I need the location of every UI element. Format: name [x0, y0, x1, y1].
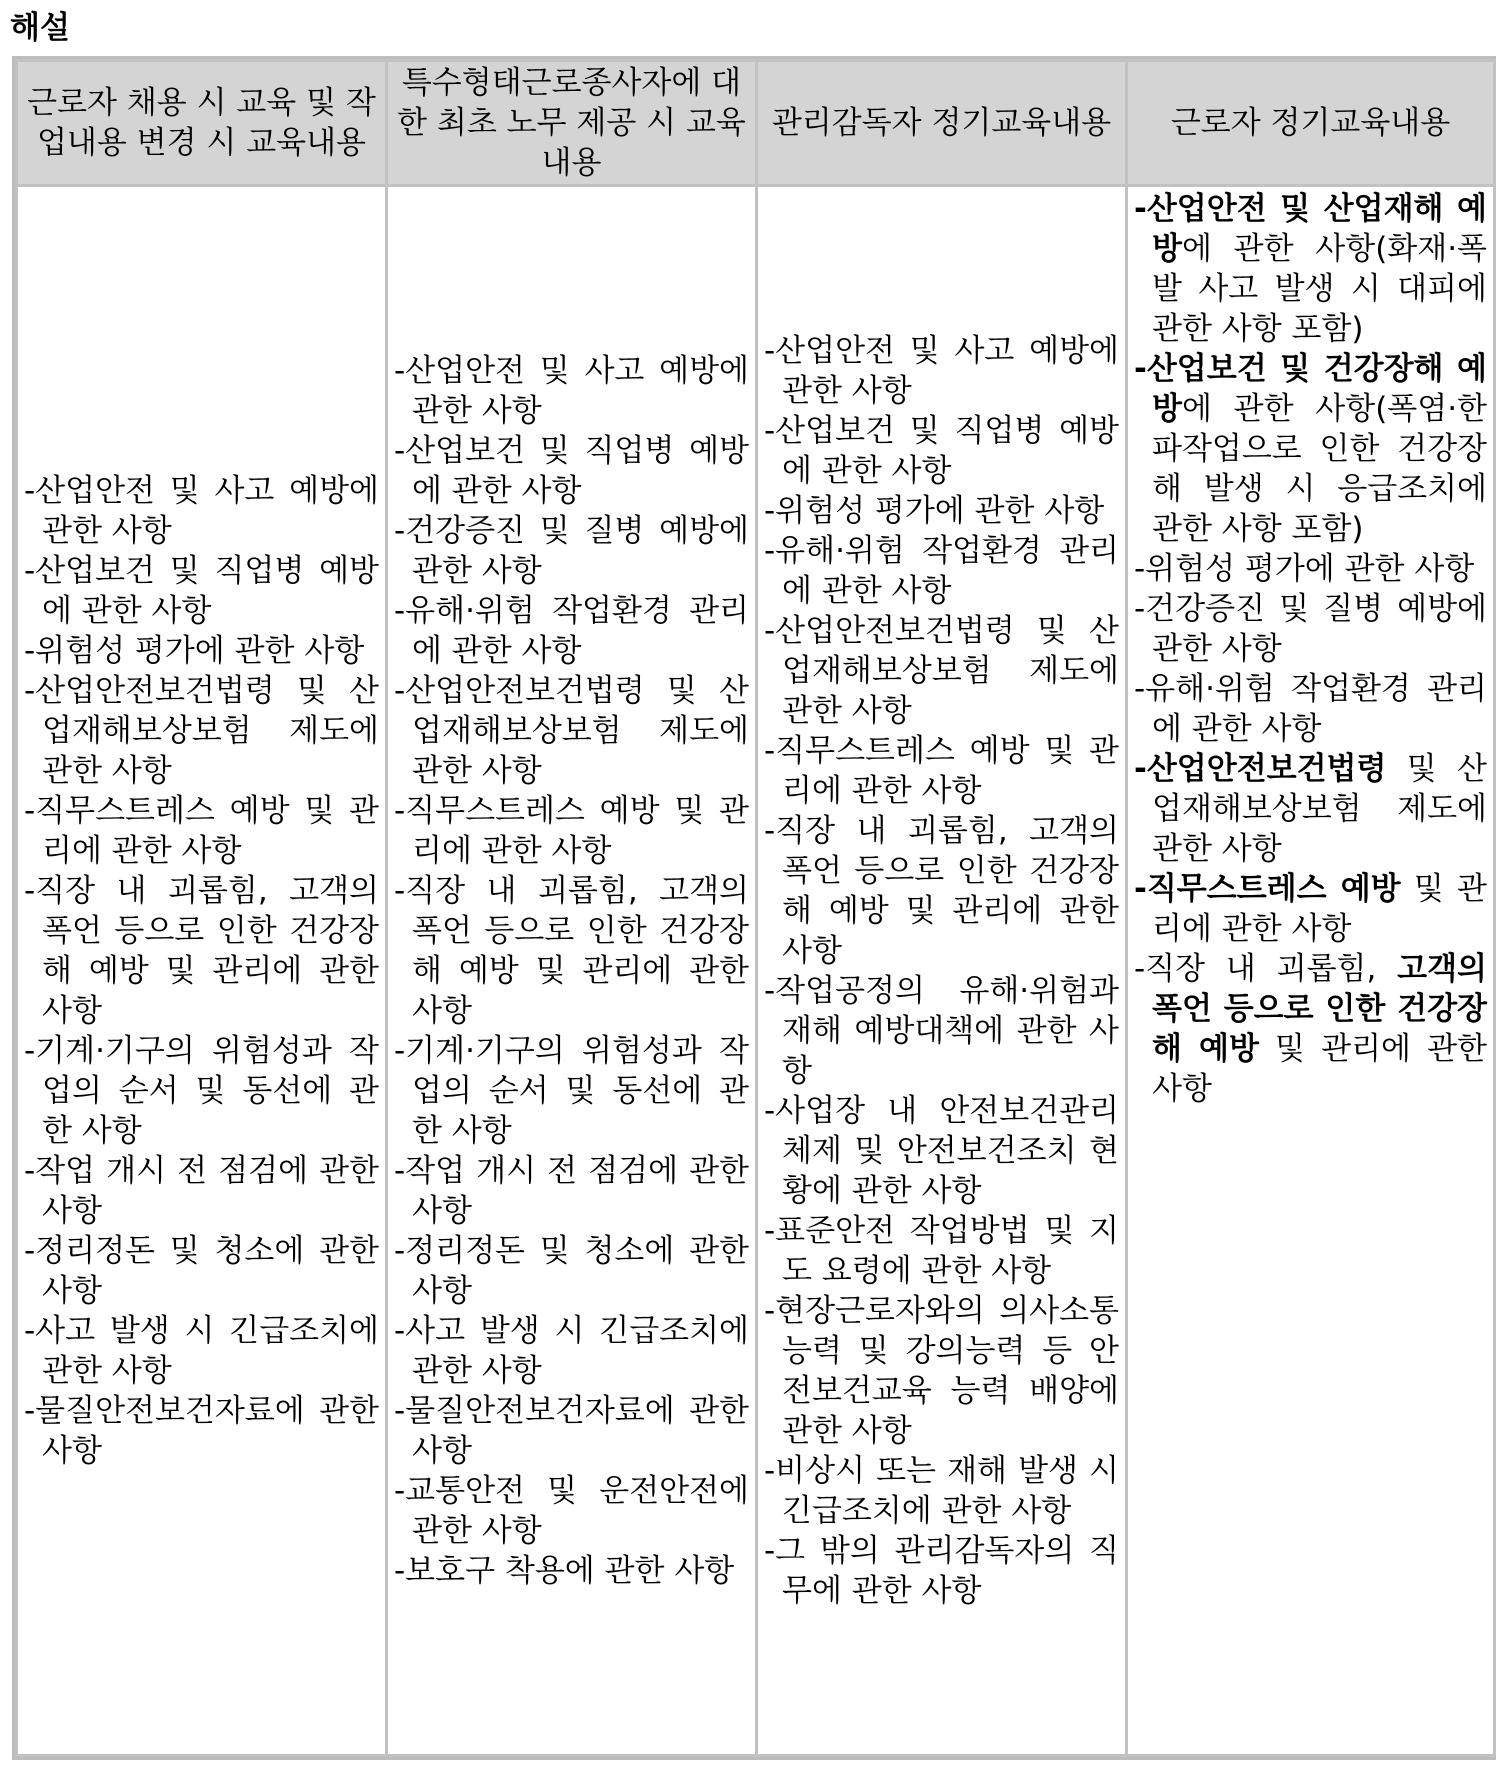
list-item: -직무스트레스 예방 및 관리에 관한 사항 [24, 792, 379, 869]
list-item: -직장 내 괴롭힘, 고객의 폭언 등으로 인한 건강장해 예방 및 관리에 관한 사항 [394, 872, 749, 1029]
header-special-worker-education: 특수형태근로종사자에 대한 최초 노무 제공 시 교육내용 [387, 61, 757, 186]
list-item: -산업보건 및 직업병 예방에 관한 사항 [764, 412, 1119, 489]
supervisor-education-list [757, 186, 1127, 1756]
list-item-text: 및 산업재해보상보험 제도에 관한 사항 [1152, 751, 1487, 867]
list-item: -기계·기구의 위험성과 작업의 순서 및 동선에 관한 사항 [24, 1032, 379, 1149]
list-item [1134, 549, 1487, 589]
education-content-table [15, 59, 1496, 1757]
list-item: -작업 개시 전 점검에 관한 사항 [394, 1152, 749, 1229]
special-worker-education-list [387, 186, 757, 1756]
list-item: -건강증진 및 질병 예방에 관한 사항 [394, 512, 749, 589]
list-item: -보호구 착용에 관한 사항 [394, 1552, 735, 1589]
list-item-emphasis: -산업안전 및 산업재해 예방 [1134, 191, 1487, 267]
list-item: -기계·기구의 위험성과 작업의 순서 및 동선에 관한 사항 [394, 1032, 749, 1149]
list-item: -현장근로자와의 의사소통능력 및 강의능력 등 안전보건교육 능력 배양에 관한 사항 [764, 1292, 1119, 1449]
list-item: -물질안전보건자료에 관한 사항 [24, 1392, 379, 1469]
list-item [1134, 349, 1487, 549]
list-item: -산업안전보건법령 및 산업재해보상보험 제도에 관한 사항 [394, 672, 749, 789]
worker-regular-education-list [1127, 186, 1495, 1756]
list-item-text: -유해·위험 작업환경 관리에 관한 사항 [1134, 671, 1487, 747]
list-item: -위험성 평가에 관한 사항 [764, 492, 1105, 529]
list-item: -작업 개시 전 점검에 관한 사항 [24, 1152, 379, 1229]
list-item: -표준안전 작업방법 및 지도 요령에 관한 사항 [764, 1212, 1119, 1289]
table-header-row [17, 61, 1495, 186]
list-item [1134, 589, 1487, 669]
list-item [1134, 749, 1487, 869]
list-item: -사업장 내 안전보건관리체제 및 안전보건조치 현황에 관한 사항 [764, 1092, 1119, 1209]
list-item-text: 및 관리에 관한 사항 [1152, 1031, 1487, 1107]
list-item: -산업보건 및 직업병 예방에 관한 사항 [24, 552, 379, 629]
list-item: -산업안전 및 사고 예방에 관한 사항 [764, 332, 1119, 409]
list-item: -사고 발생 시 긴급조치에 관한 사항 [394, 1312, 749, 1389]
list-item-emphasis: 고객의 폭언 등으로 인한 건강장해 예방 [1152, 951, 1487, 1067]
list-item-text: 에 관한 사항(폭염·한파작업으로 인한 건강장해 발생 시 응급조치에 관한 사항 포함) [1152, 391, 1487, 547]
list-item: -비상시 또는 재해 발생 시 긴급조치에 관한 사항 [764, 1452, 1119, 1529]
education-table-frame [12, 56, 1496, 1760]
list-item-text: -위험성 평가에 관한 사항 [1134, 551, 1475, 587]
header-hiring-education: 근로자 채용 시 교육 및 작업내용 변경 시 교육내용 [17, 61, 387, 186]
header-supervisor-education: 관리감독자 정기교육내용 [757, 61, 1127, 186]
list-item [1134, 949, 1487, 1109]
page-title: 해설 [10, 10, 70, 46]
list-item-text: 및 관리에 관한 사항 [1152, 871, 1487, 947]
list-item: -직무스트레스 예방 및 관리에 관한 사항 [764, 732, 1119, 809]
hiring-education-list [17, 186, 387, 1756]
table-body-row [17, 186, 1495, 1756]
list-item: -정리정돈 및 청소에 관한 사항 [394, 1232, 749, 1309]
list-item [1134, 869, 1487, 949]
list-item [1134, 189, 1487, 349]
list-item: -산업안전 및 사고 예방에 관한 사항 [394, 352, 749, 429]
list-item: -위험성 평가에 관한 사항 [24, 632, 365, 669]
list-item: -산업안전보건법령 및 산업재해보상보험 제도에 관한 사항 [24, 672, 379, 789]
list-item-text: -건강증진 및 질병 예방에 관한 사항 [1134, 591, 1487, 667]
list-item: -물질안전보건자료에 관한 사항 [394, 1392, 749, 1469]
list-item: -직장 내 괴롭힘, 고객의 폭언 등으로 인한 건강장해 예방 및 관리에 관한 사항 [764, 812, 1119, 969]
list-item-emphasis: -산업보건 및 건강장해 예방 [1134, 351, 1487, 427]
list-item-emphasis: -산업안전보건법령 [1134, 751, 1387, 787]
list-item: -사고 발생 시 긴급조치에 관한 사항 [24, 1312, 379, 1389]
list-item [1134, 669, 1487, 749]
list-item: -유해·위험 작업환경 관리에 관한 사항 [764, 532, 1119, 609]
list-item: -산업보건 및 직업병 예방에 관한 사항 [394, 432, 749, 509]
list-item: -산업안전 및 사고 예방에 관한 사항 [24, 472, 379, 549]
list-item-text: 에 관한 사항(화재·폭발 사고 발생 시 대피에 관한 사항 포함) [1152, 231, 1487, 347]
list-item-prefix: -직장 내 괴롭힘, [1134, 951, 1398, 987]
header-worker-regular-education: 근로자 정기교육내용 [1127, 61, 1495, 186]
list-item: -직무스트레스 예방 및 관리에 관한 사항 [394, 792, 749, 869]
list-item: -그 밖의 관리감독자의 직무에 관한 사항 [764, 1532, 1119, 1609]
list-item: -유해·위험 작업환경 관리에 관한 사항 [394, 592, 749, 669]
list-item: -교통안전 및 운전안전에 관한 사항 [394, 1472, 749, 1549]
list-item: -작업공정의 유해·위험과 재해 예방대책에 관한 사항 [764, 972, 1119, 1089]
list-item: -직장 내 괴롭힘, 고객의 폭언 등으로 인한 건강장해 예방 및 관리에 관한 사항 [24, 872, 379, 1029]
list-item-emphasis: -직무스트레스 예방 [1134, 871, 1401, 907]
list-item: -산업안전보건법령 및 산업재해보상보험 제도에 관한 사항 [764, 612, 1119, 729]
list-item: -정리정돈 및 청소에 관한 사항 [24, 1232, 379, 1309]
